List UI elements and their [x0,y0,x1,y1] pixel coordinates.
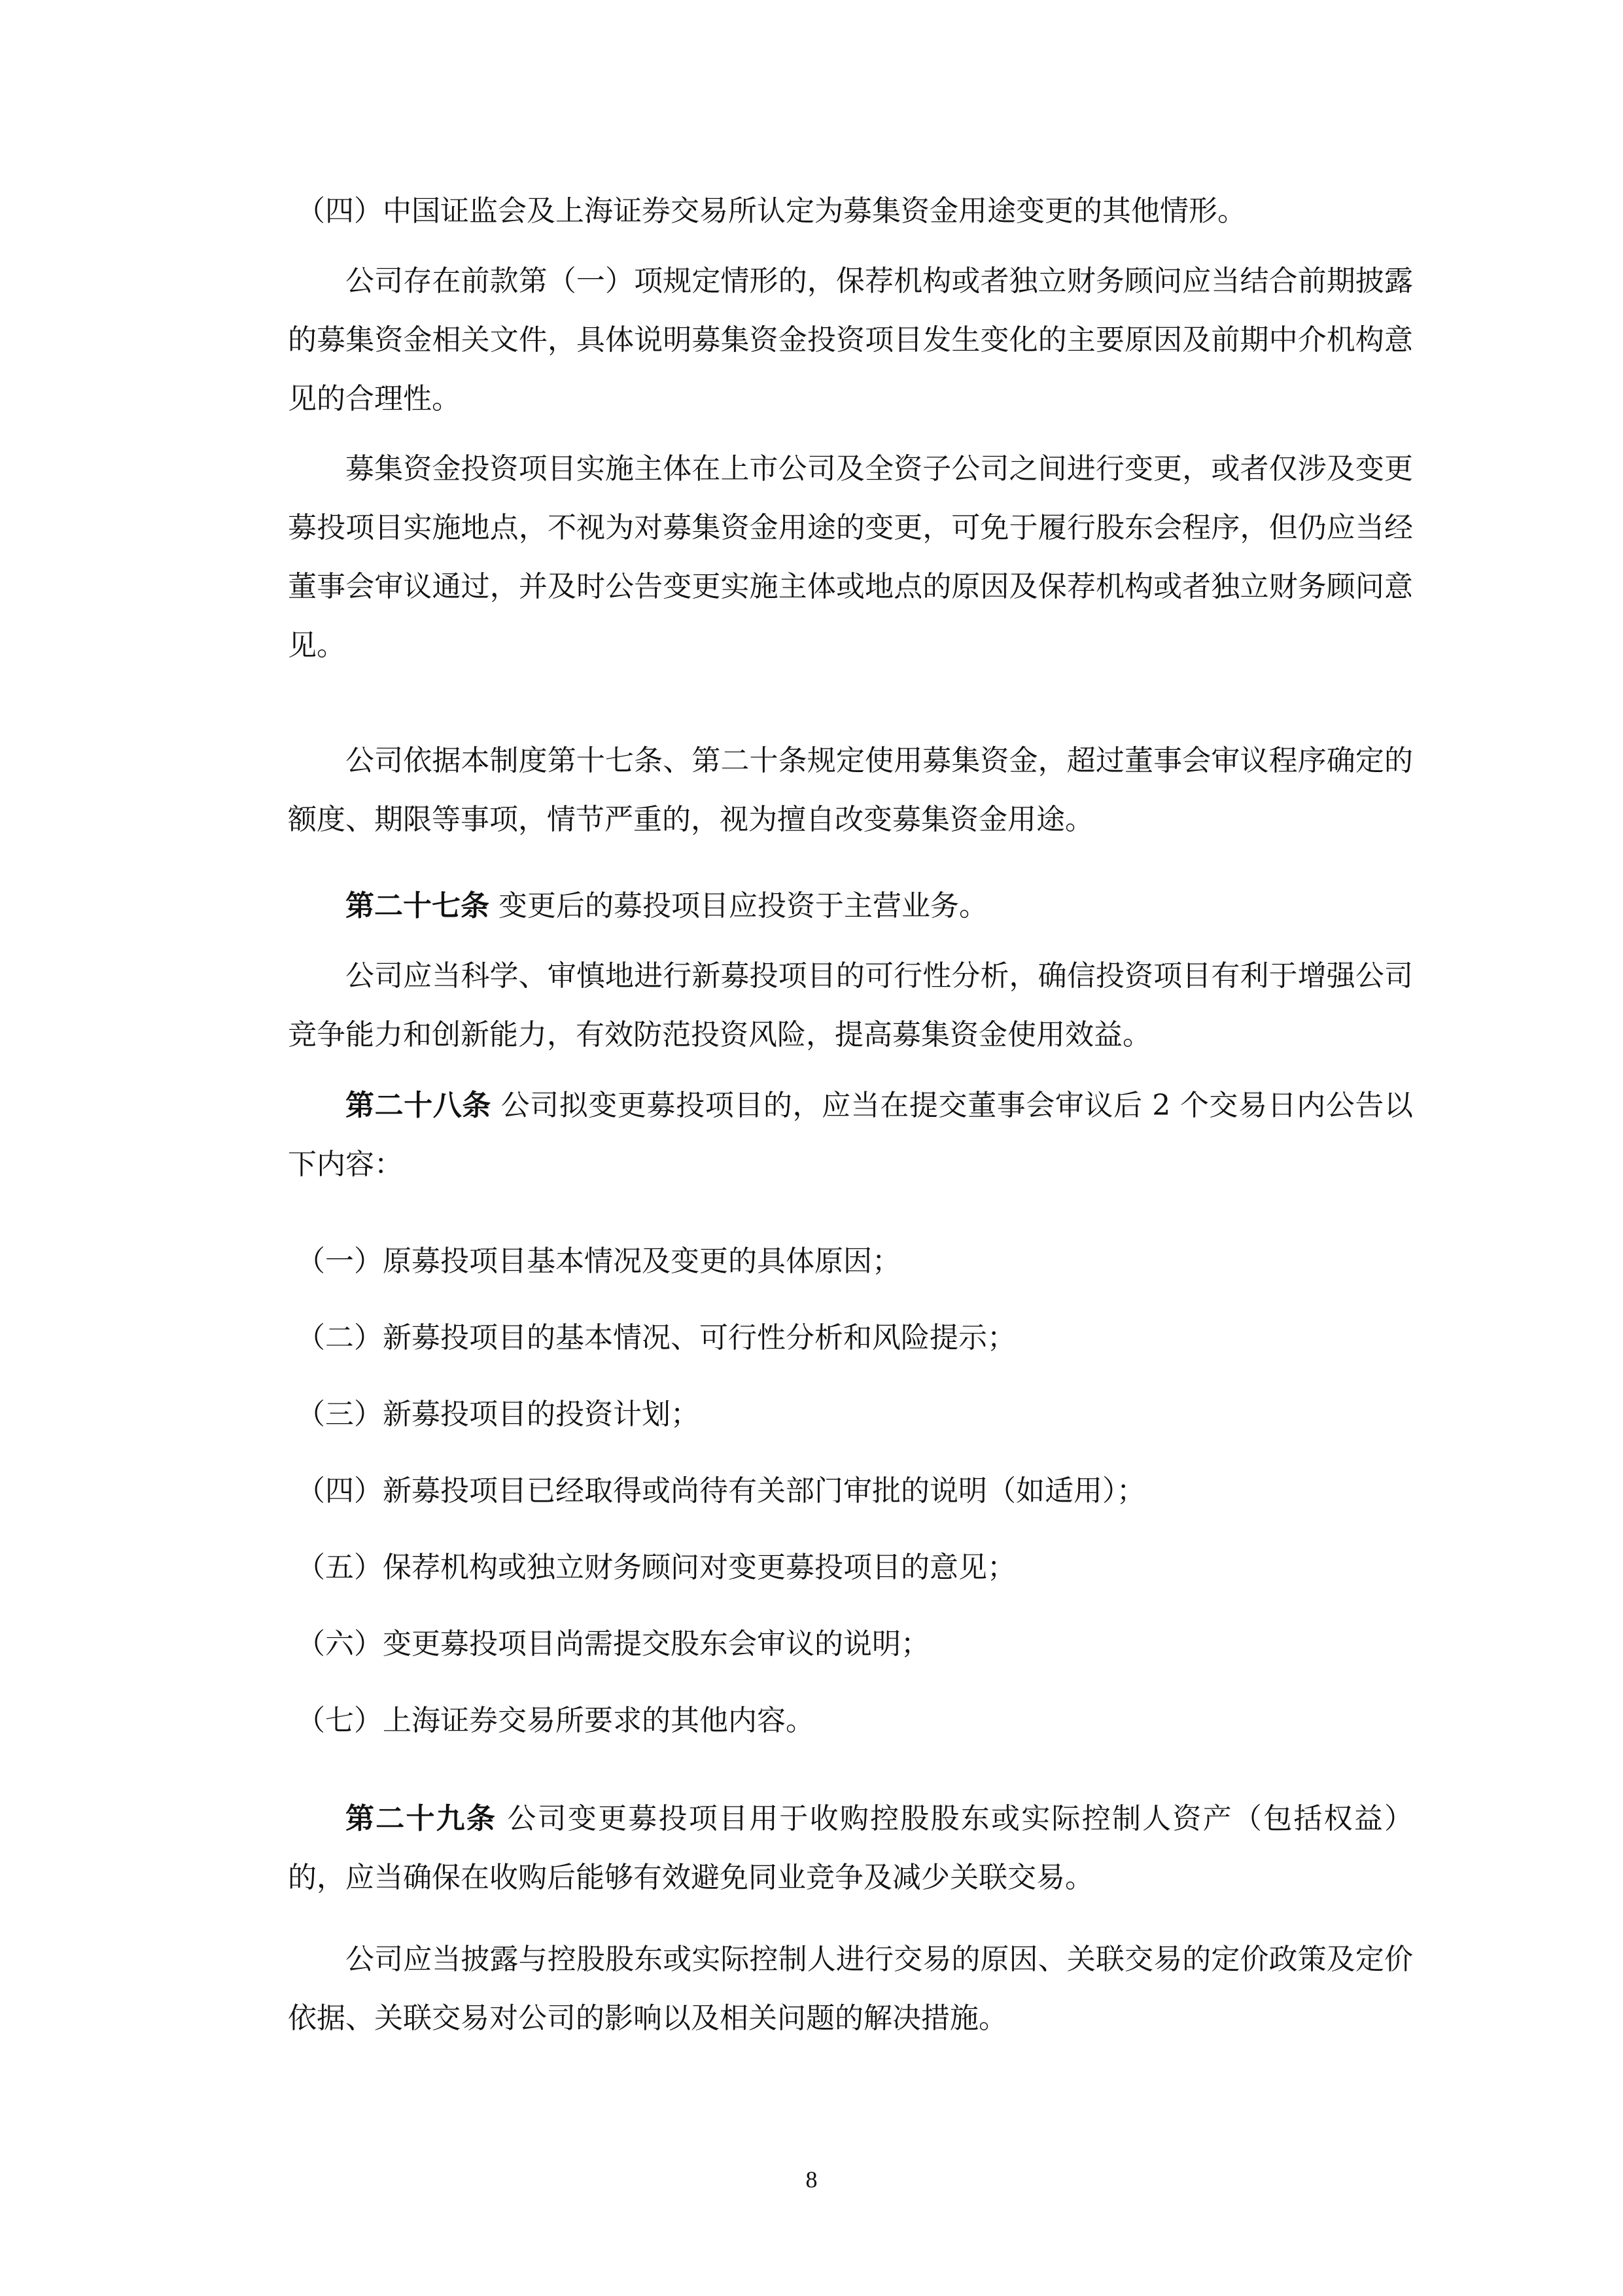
paragraph-text: （四）中国证监会及上海证券交易所认定为募集资金用途变更的其他情形。 [296,194,1246,228]
paragraph-unauthorized-change [288,732,1413,849]
list-item [296,1691,1422,1750]
list-item-text: （一）原募投项目基本情况及变更的具体原因； [296,1245,901,1278]
list-item-text: （四）新募投项目已经取得或尚待有关部门审批的说明（如适用）； [296,1474,1145,1508]
list-item [296,1462,1422,1521]
list-item [296,1385,1422,1444]
article-text: 变更后的募投项目应投资于主营业务。 [489,889,988,923]
article-title: 第二十八条 [345,1089,491,1122]
paragraph-text: 公司应当科学、审慎地进行新募投项目的可行性分析，确信投资项目有利于增强公司竞争能力和创新能力，有效防范投资风险，提高募集资金使用效益。 [288,959,1413,1051]
paragraph-sponsor-explanation [288,252,1413,429]
list-item [296,1232,1422,1291]
paragraph-feasibility [288,947,1413,1065]
page-number: 8 [805,2166,818,2193]
paragraph-text: 公司存在前款第（一）项规定情形的，保荐机构或者独立财务顾问应当结合前期披露的募集资金相关文件，具体说明募集资金投资项目发生变化的主要原因及前期中介机构意见的合理性。 [288,264,1413,415]
list-item-text: （二）新募投项目的基本情况、可行性分析和风险提示； [296,1321,1016,1354]
article-title: 第二十七条 [345,889,489,923]
list-item [296,1615,1422,1674]
list-item-text: （七）上海证券交易所要求的其他内容。 [296,1704,814,1737]
article-29 [288,1790,1413,1907]
article-28 [288,1076,1413,1194]
paragraph-item-4 [296,182,1422,241]
article-27 [288,877,1413,936]
paragraph-text: 募集资金投资项目实施主体在上市公司及全资子公司之间进行变更，或者仅涉及变更募投项目实施地点，不视为对募集资金用途的变更，可免于履行股东会程序，但仍应当经董事会审议通过，并及时公告变更实施主体或地点的原因及保荐机构或者独立财务顾问意见。 [288,452,1413,662]
article-title: 第二十九条 [345,1802,497,1835]
article-text: 公司变更募投项目用于收购控股股东或实际控制人资产（包括权益）的，应当确保在收购后能够有效避免同业竞争及减少关联交易。 [288,1802,1414,1894]
paragraph-implementation-change [288,440,1413,675]
list-item [296,1309,1422,1368]
article-text: 公司拟变更募投项目的，应当在提交董事会审议后 2 个交易日内公告以下内容： [288,1089,1414,1181]
list-item-text: （三）新募投项目的投资计划； [296,1398,699,1431]
paragraph-text: 公司应当披露与控股股东或实际控制人进行交易的原因、关联交易的定价政策及定价依据、关联交易对公司的影响以及相关问题的解决措施。 [288,1943,1413,2035]
list-item [296,1538,1422,1597]
paragraph-disclosure [288,1930,1413,2048]
paragraph-text: 公司依据本制度第十七条、第二十条规定使用募集资金，超过董事会审议程序确定的额度、期限等事项，情节严重的，视为擅自改变募集资金用途。 [288,744,1413,836]
list-item-text: （五）保荐机构或独立财务顾问对变更募投项目的意见； [296,1551,1016,1584]
list-item-text: （六）变更募投项目尚需提交股东会审议的说明； [296,1627,930,1661]
